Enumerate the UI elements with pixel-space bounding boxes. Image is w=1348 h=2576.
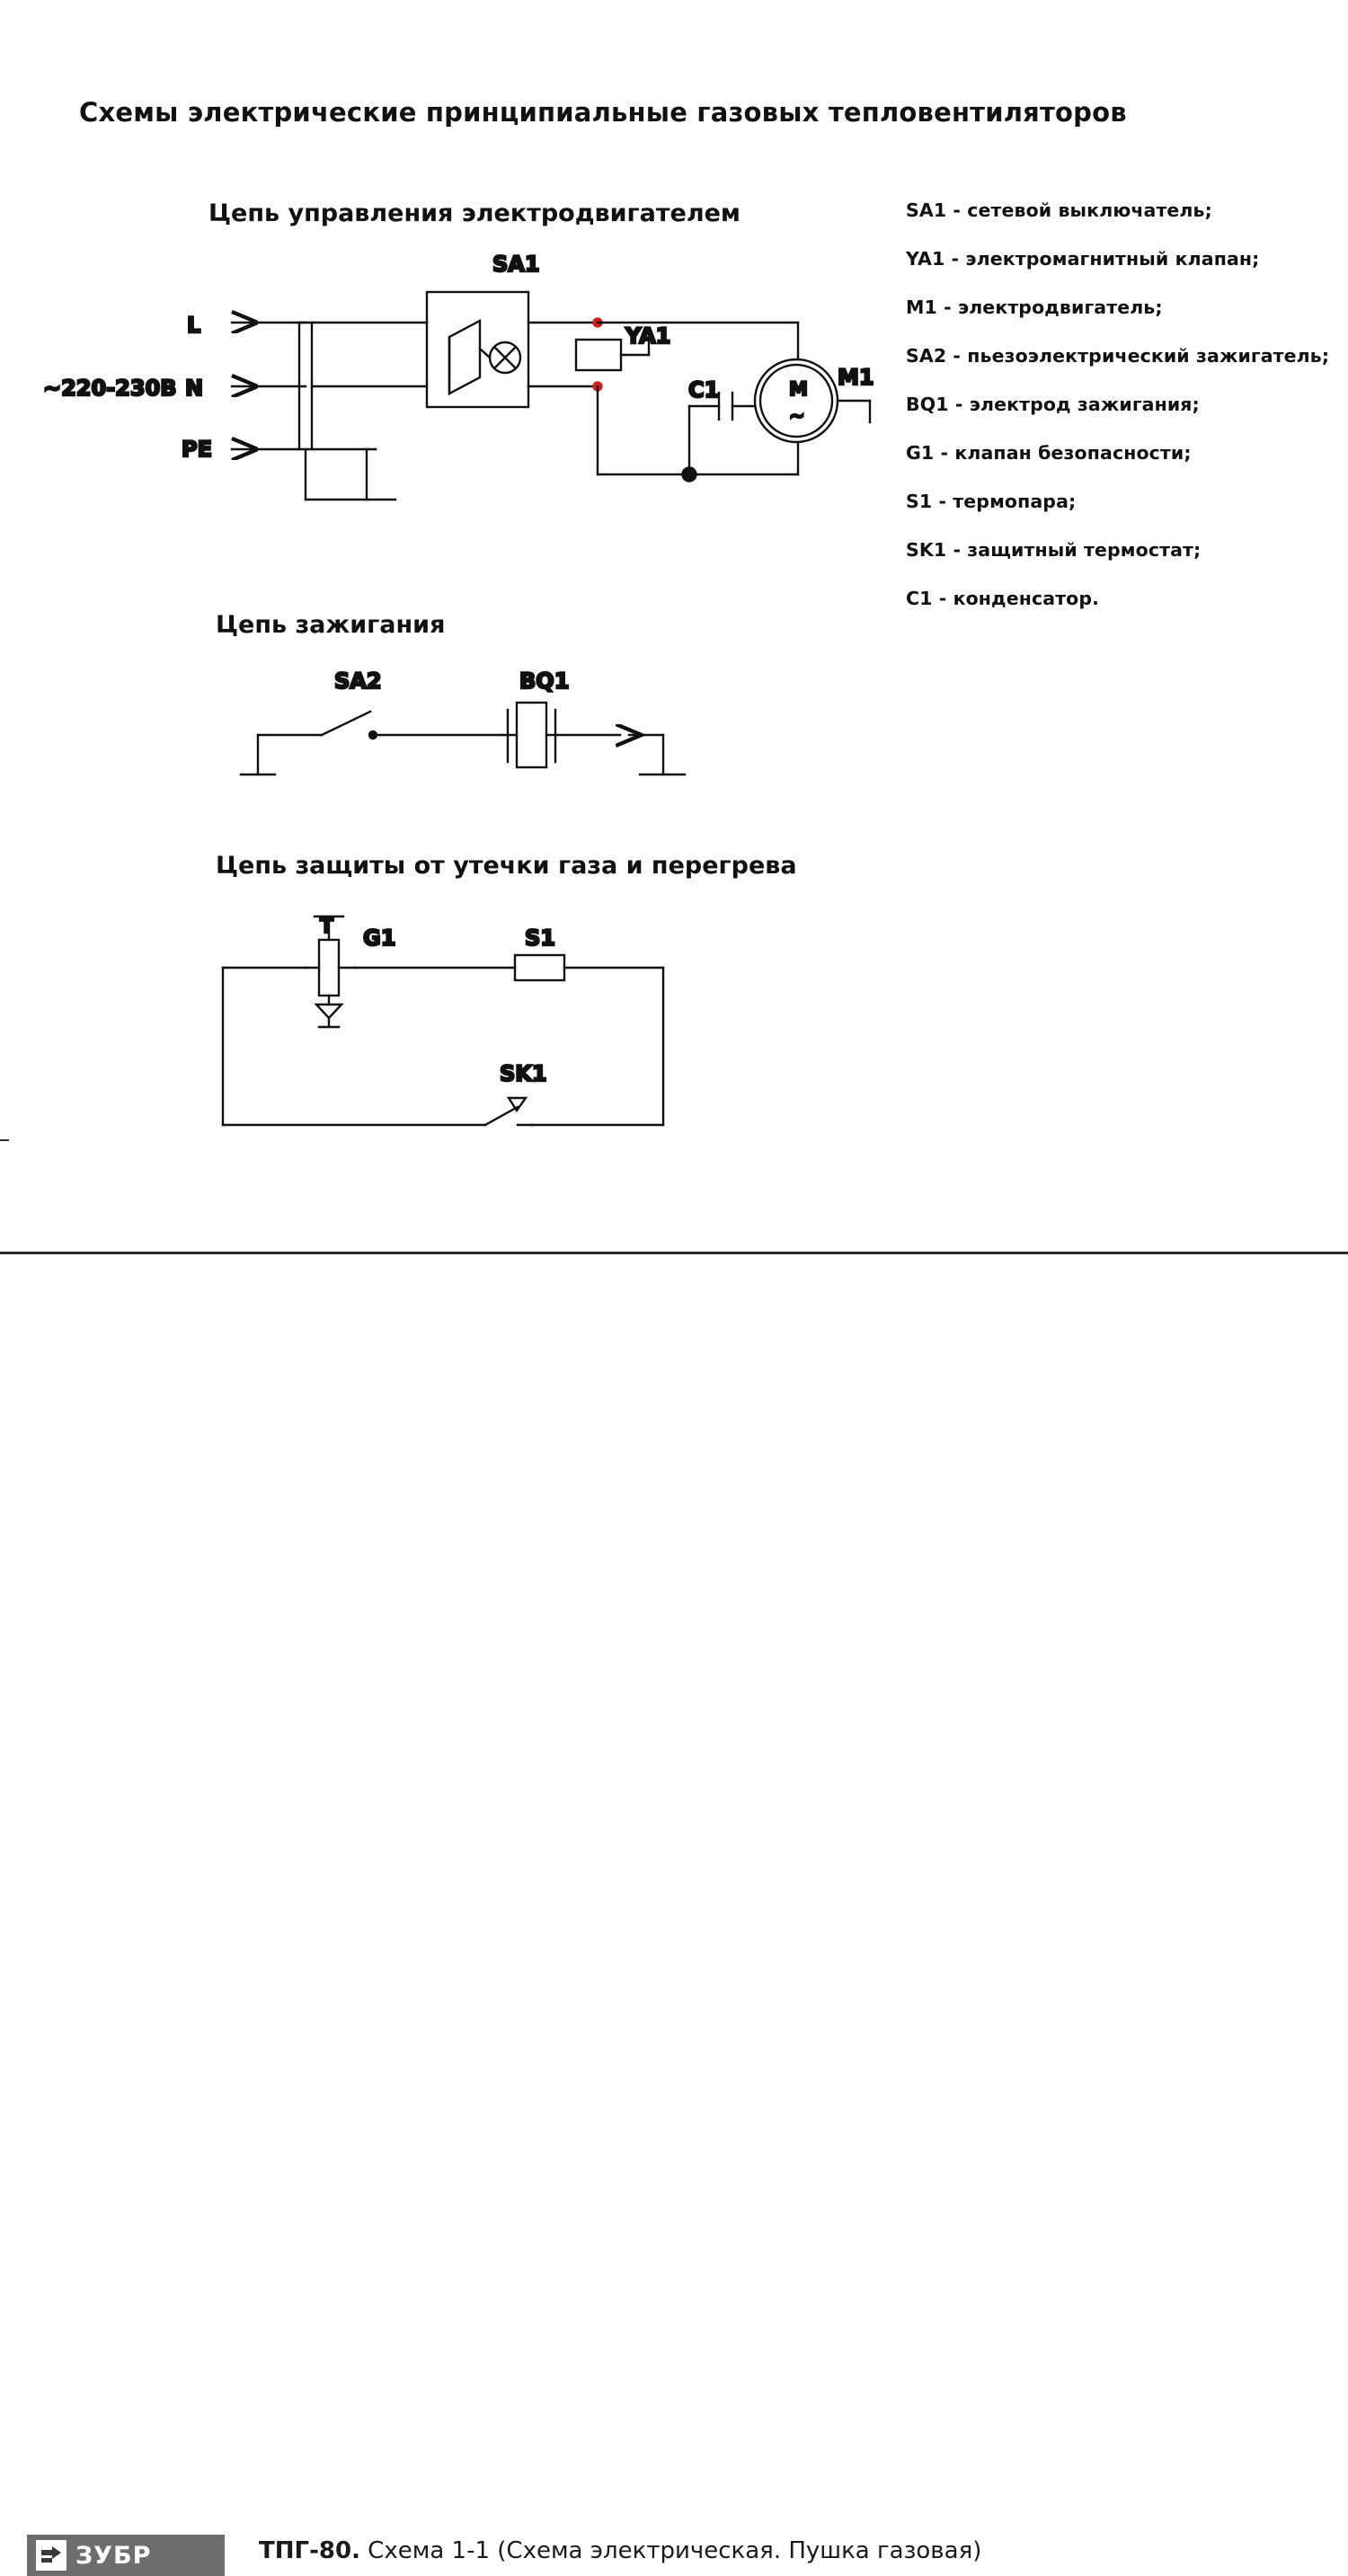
brand-name: ЗУБР <box>75 2541 152 2570</box>
legend-item-sk1: SK1 - защитный термостат; <box>906 539 1202 561</box>
section-title-protection: Цепь защиты от утечки газа и перегрева <box>216 852 797 880</box>
page-edge-tick <box>0 1139 9 1141</box>
brand-logo <box>27 2535 225 2576</box>
node-dot-top <box>594 319 602 327</box>
legend-list <box>906 199 1328 636</box>
sa1-box <box>427 292 528 407</box>
legend-item-m1: M1 - электродвигатель; <box>906 297 1163 318</box>
terminal-label-PE: PE <box>182 437 212 462</box>
sa2-label: SA2 <box>334 668 382 694</box>
legend-item-c1: C1 - конденсатор. <box>906 588 1099 609</box>
g1-box <box>319 940 339 996</box>
supply-voltage-label: ~220-230В <box>43 376 177 401</box>
brand-arrow-icon <box>36 2540 67 2571</box>
m1-symbol-ac: ~ <box>789 405 805 427</box>
legend-item-sa2: SA2 - пьезоэлектрический зажигатель; <box>906 345 1330 367</box>
m1-symbol-M: M <box>789 378 808 400</box>
g1-label: G1 <box>363 925 396 951</box>
sa1-label: SA1 <box>492 252 540 277</box>
s1-box <box>515 955 564 980</box>
g1-coil-marker: T <box>320 916 334 938</box>
ya1-box <box>576 340 621 370</box>
ya1-label: YA1 <box>625 323 671 349</box>
section-title-ignition: Цепь зажигания <box>216 611 446 639</box>
junction-dot-c1 <box>683 468 696 482</box>
m1-label: M1 <box>838 365 874 390</box>
legend-item-bq1: BQ1 - электрод зажигания; <box>906 394 1200 415</box>
sa1-lamp <box>490 342 520 373</box>
legend-item-sa1: SA1 - сетевой выключатель; <box>906 199 1212 221</box>
node-dot-bottom <box>594 383 602 391</box>
footer-model: ТПГ-80. <box>259 2537 360 2564</box>
page-title: Схемы электрические принципиальные газовых тепловентиляторов <box>79 97 1127 128</box>
s1-label: S1 <box>525 925 555 951</box>
legend-item-ya1: YA1 - электромагнитный клапан; <box>906 248 1260 270</box>
m1-circle-inner <box>760 365 832 437</box>
footer-scheme-text: Схема 1-1 (Схема электрическая. Пушка газовая) <box>359 2537 982 2564</box>
sk1-label: SK1 <box>500 1061 547 1086</box>
bq1-box <box>517 703 546 767</box>
legend-item-g1: G1 - клапан безопасности; <box>906 442 1192 464</box>
bq1-label: BQ1 <box>519 668 570 694</box>
footer-caption <box>259 2537 981 2564</box>
terminal-label-L: L <box>187 313 201 338</box>
section-title-motor: Цепь управления электродвигателем <box>208 199 741 227</box>
footer-bar <box>0 1254 1348 2570</box>
terminal-label-N: N <box>185 376 204 401</box>
c1-label: C1 <box>688 377 720 403</box>
m1-circle-outer <box>755 359 838 442</box>
legend-item-s1: S1 - термопара; <box>906 491 1077 512</box>
